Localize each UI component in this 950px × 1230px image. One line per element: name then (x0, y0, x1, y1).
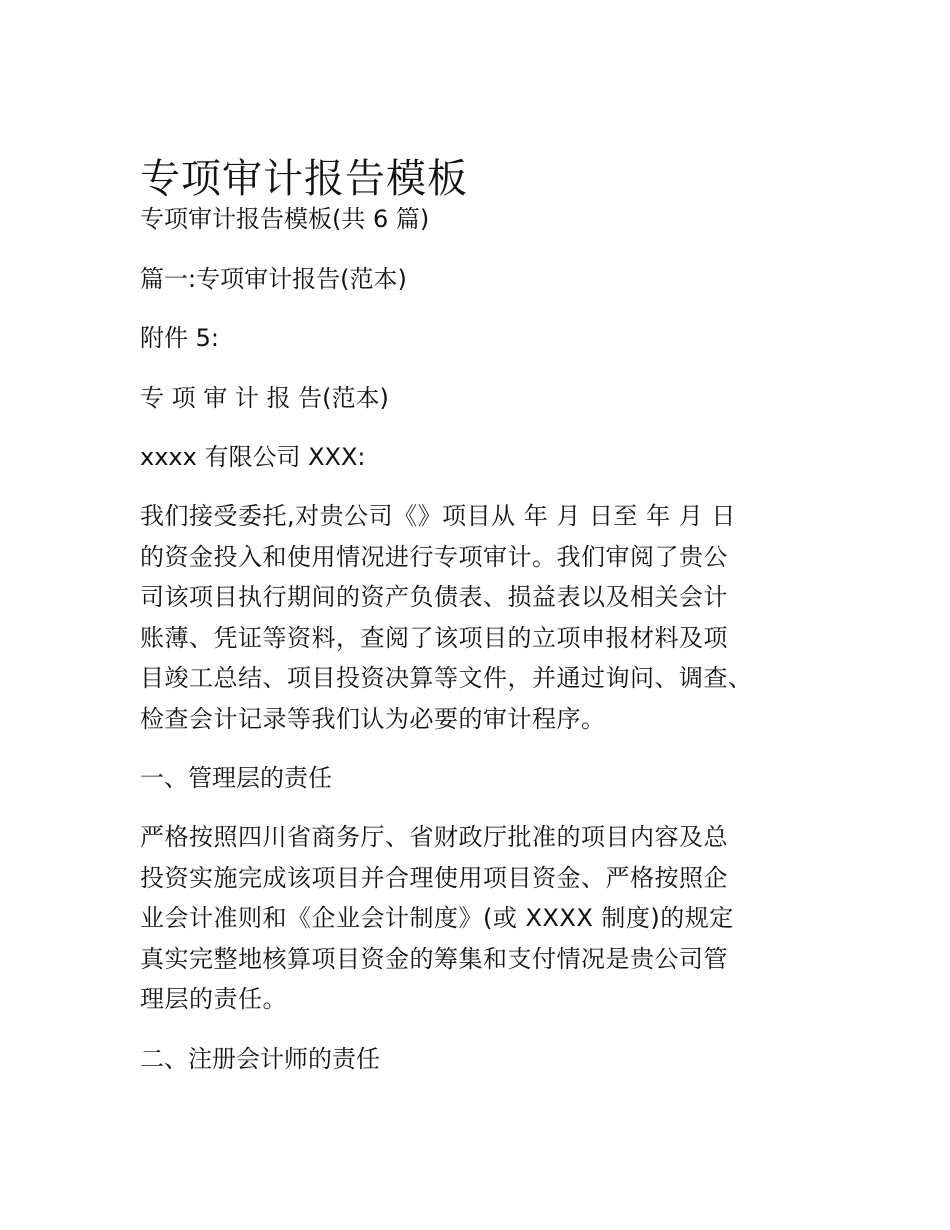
section1-line: 投资实施完成该项目并合理使用项目资金、严格按照企 (140, 863, 728, 892)
report-heading: 专 项 审 计 报 告(范本) (140, 384, 389, 412)
document-title: 专项审计报告模板 (140, 155, 468, 202)
intro-line: 账薄、凭证等资料，查阅了该项目的立项申报材料及项 (140, 623, 728, 652)
intro-line: 的资金投入和使用情况进行专项审计。我们审阅了贵公 (140, 542, 728, 571)
intro-line: 目竣工总结、项目投资决算等文件，并通过询问、调查、 (140, 664, 753, 692)
intro-paragraph (140, 496, 810, 739)
attachment-label: 附件 5: (140, 324, 219, 352)
chapter-heading: 篇一:专项审计报告(范本) (140, 265, 407, 293)
section1-paragraph (140, 817, 810, 1020)
document-subtitle: 专项审计报告模板(共 6 篇) (140, 205, 430, 233)
intro-line: 我们接受委托,对贵公司《》项目从 年 月 日至 年 月 日 (140, 502, 736, 530)
section1-line: 业会计准则和《企业会计制度》(或 XXXX 制度)的规定 (140, 904, 734, 932)
section1-heading: 一、管理层的责任 (140, 764, 332, 792)
intro-line: 检查会计记录等我们认为必要的审计程序。 (140, 704, 606, 733)
section1-line: 真实完整地核算项目资金的筹集和支付情况是贵公司管 (140, 944, 728, 973)
section1-line: 理层的责任。 (140, 985, 287, 1013)
section1-line: 严格按照四川省商务厅、省财政厅批准的项目内容及总 (140, 823, 728, 851)
section2-heading: 二、注册会计师的责任 (140, 1045, 380, 1073)
intro-line: 司该项目执行期间的资产负债表、损益表以及相关会计 (140, 583, 728, 611)
addressee: xxxx 有限公司 XXX: (140, 443, 366, 471)
